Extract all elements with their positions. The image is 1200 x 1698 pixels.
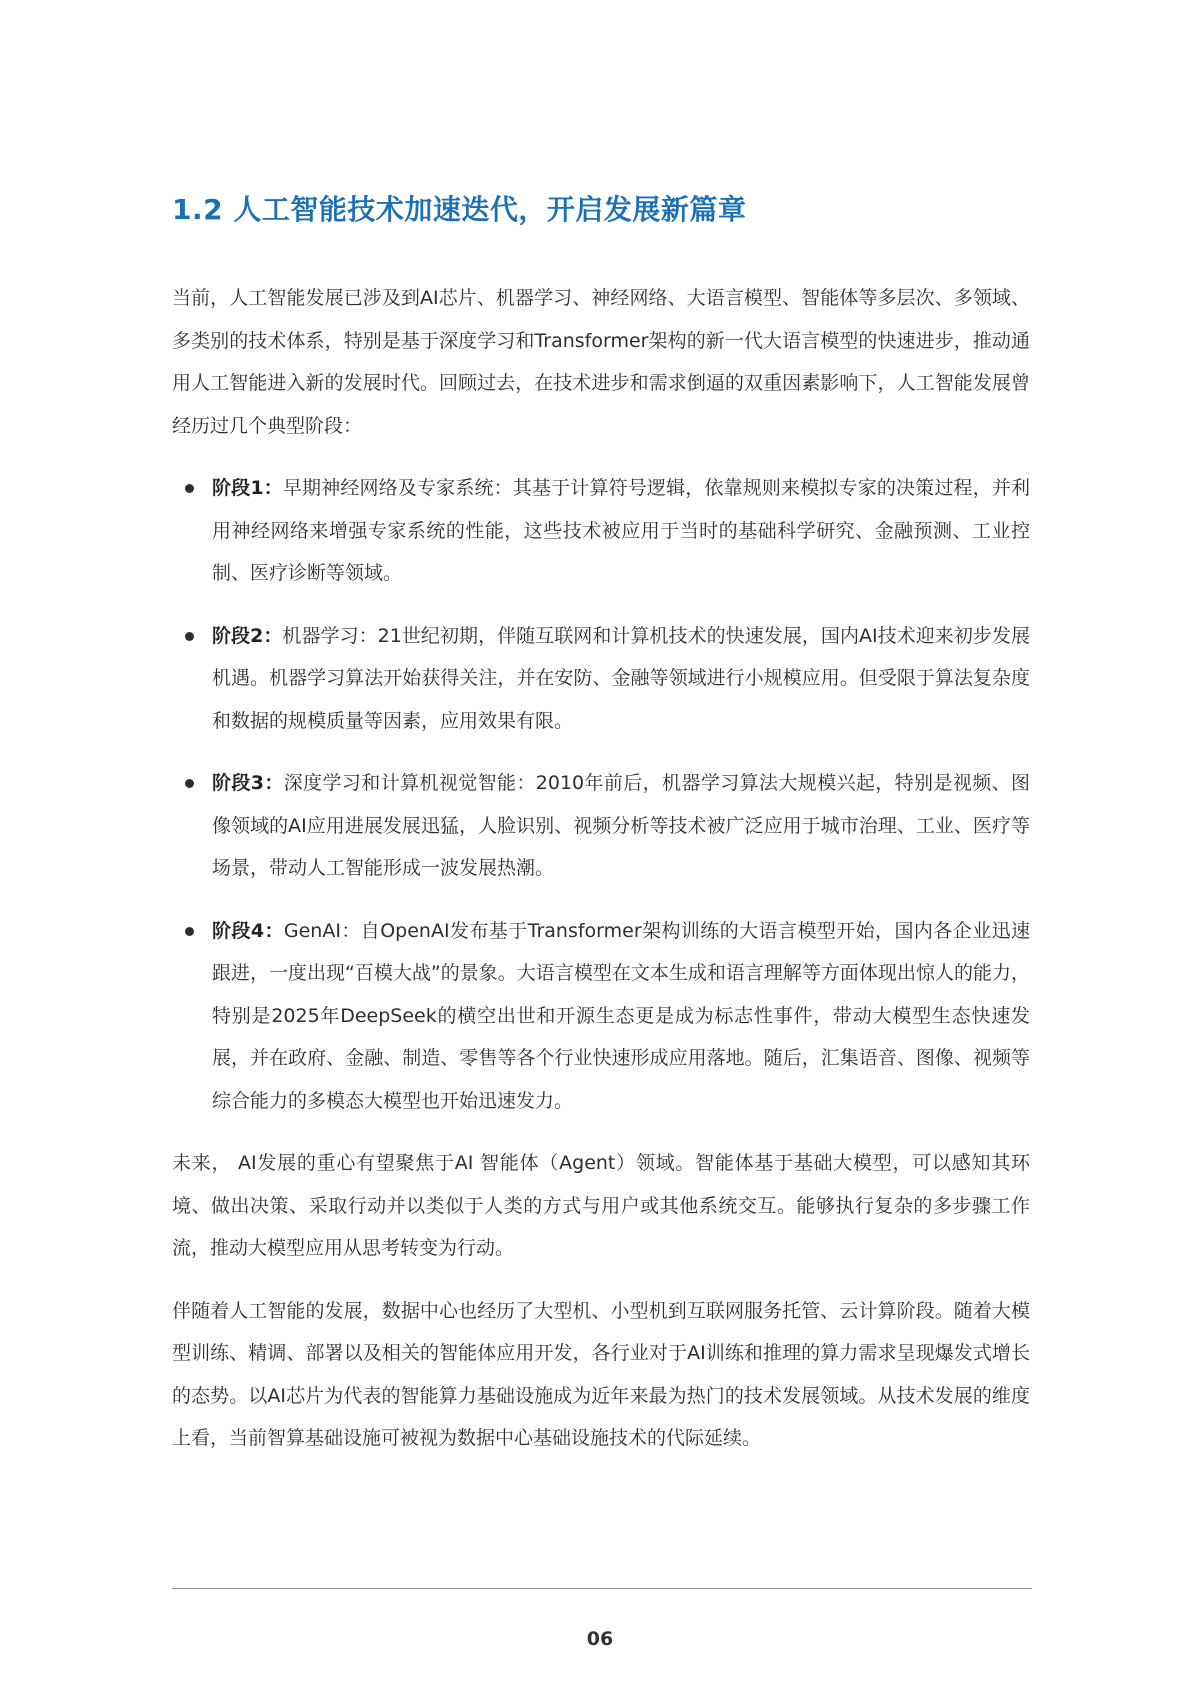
- section-title: 1.2 人工智能技术加速迭代，开启发展新篇章: [172, 193, 747, 226]
- stage-item-2: [172, 615, 1030, 743]
- page-number: 06: [586, 1628, 614, 1650]
- stage-item-4: [172, 910, 1030, 1123]
- stage-text: 早期神经网络及专家系统：其基于计算符号逻辑，依靠规则来模拟专家的决策过程，并利用神经网络来增强专家系统的性能，这些技术被应用于当时的基础科学研究、金融预测、工业控制、医疗诊断等领域。: [212, 477, 1030, 584]
- stage-text: 深度学习和计算机视觉智能：2010年前后，机器学习算法大规模兴起，特别是视频、图像领域的AI应用进展发展迅猛，人脸识别、视频分析等技术被广泛应用于城市治理、工业、医疗等场景，带动人工智能形成一波发展热潮。: [212, 772, 1030, 879]
- stage-list: [172, 467, 1030, 1122]
- bullet-icon: [185, 927, 194, 936]
- stage-item-3: [172, 762, 1030, 890]
- bullet-icon: [185, 779, 194, 788]
- bullet-icon: [185, 632, 194, 641]
- datacenter-paragraph: 伴随着人工智能的发展，数据中心也经历了大型机、小型机到互联网服务托管、云计算阶段。随着大模型训练、精调、部署以及相关的智能体应用开发，各行业对于AI训练和推理的算力需求呈现爆发式增长的态势。以AI芯片为代表的智能算力基础设施成为近年来最为热门的技术发展领域。从技术发展的维度上看，当前智算基础设施可被视为数据中心基础设施技术的代际延续。: [172, 1299, 1030, 1449]
- stage-item-1: [172, 467, 1030, 595]
- stage-label: 阶段4：: [212, 919, 284, 942]
- future-paragraph: 未来， AI发展的重心有望聚焦于AI 智能体（Agent）领域。智能体基于基础大模型，可以感知其环境、做出决策、采取行动并以类似于人类的方式与用户或其他系统交互。能够执行复杂的多步骤工作流，推动大模型应用从思考转变为行动。: [172, 1152, 1030, 1259]
- stage-text: 机器学习：21世纪初期，伴随互联网和计算机技术的快速发展，国内AI技术迎来初步发展机遇。机器学习算法开始获得关注，并在安防、金融等领域进行小规模应用。但受限于算法复杂度和数据的规模质量等因素，应用效果有限。: [212, 624, 1030, 732]
- footer-divider: [172, 1588, 1032, 1589]
- main-content: [172, 277, 1030, 1480]
- intro-paragraph: 当前，人工智能发展已涉及到AI芯片、机器学习、神经网络、大语言模型、智能体等多层次、多领域、多类别的技术体系，特别是基于深度学习和Transformer架构的新一代大语言模型的快速进步，推动通用人工智能进入新的发展时代。回顾过去，在技术进步和需求倒逼的双重因素影响下，人工智能发展曾经历过几个典型阶段：: [172, 287, 1030, 437]
- stage-text: GenAI：自OpenAI发布基于Transformer架构训练的大语言模型开始，国内各企业迅速跟进，一度出现“百模大战”的景象。大语言模型在文本生成和语言理解等方面体现出惊人的能力，特别是2025年DeepSeek的横空出世和开源生态更是成为标志性事件，带动大模型生态快速发展，并在政府、金融、制造、零售等各个行业快速形成应用落地。随后，汇集语音、图像、视频等综合能力的多模态大模型也开始迅速发力。: [212, 919, 1030, 1112]
- stage-label: 阶段2：: [212, 624, 283, 647]
- stage-label: 阶段3：: [212, 772, 284, 794]
- bullet-icon: [185, 484, 194, 493]
- stage-label: 阶段1：: [212, 477, 283, 499]
